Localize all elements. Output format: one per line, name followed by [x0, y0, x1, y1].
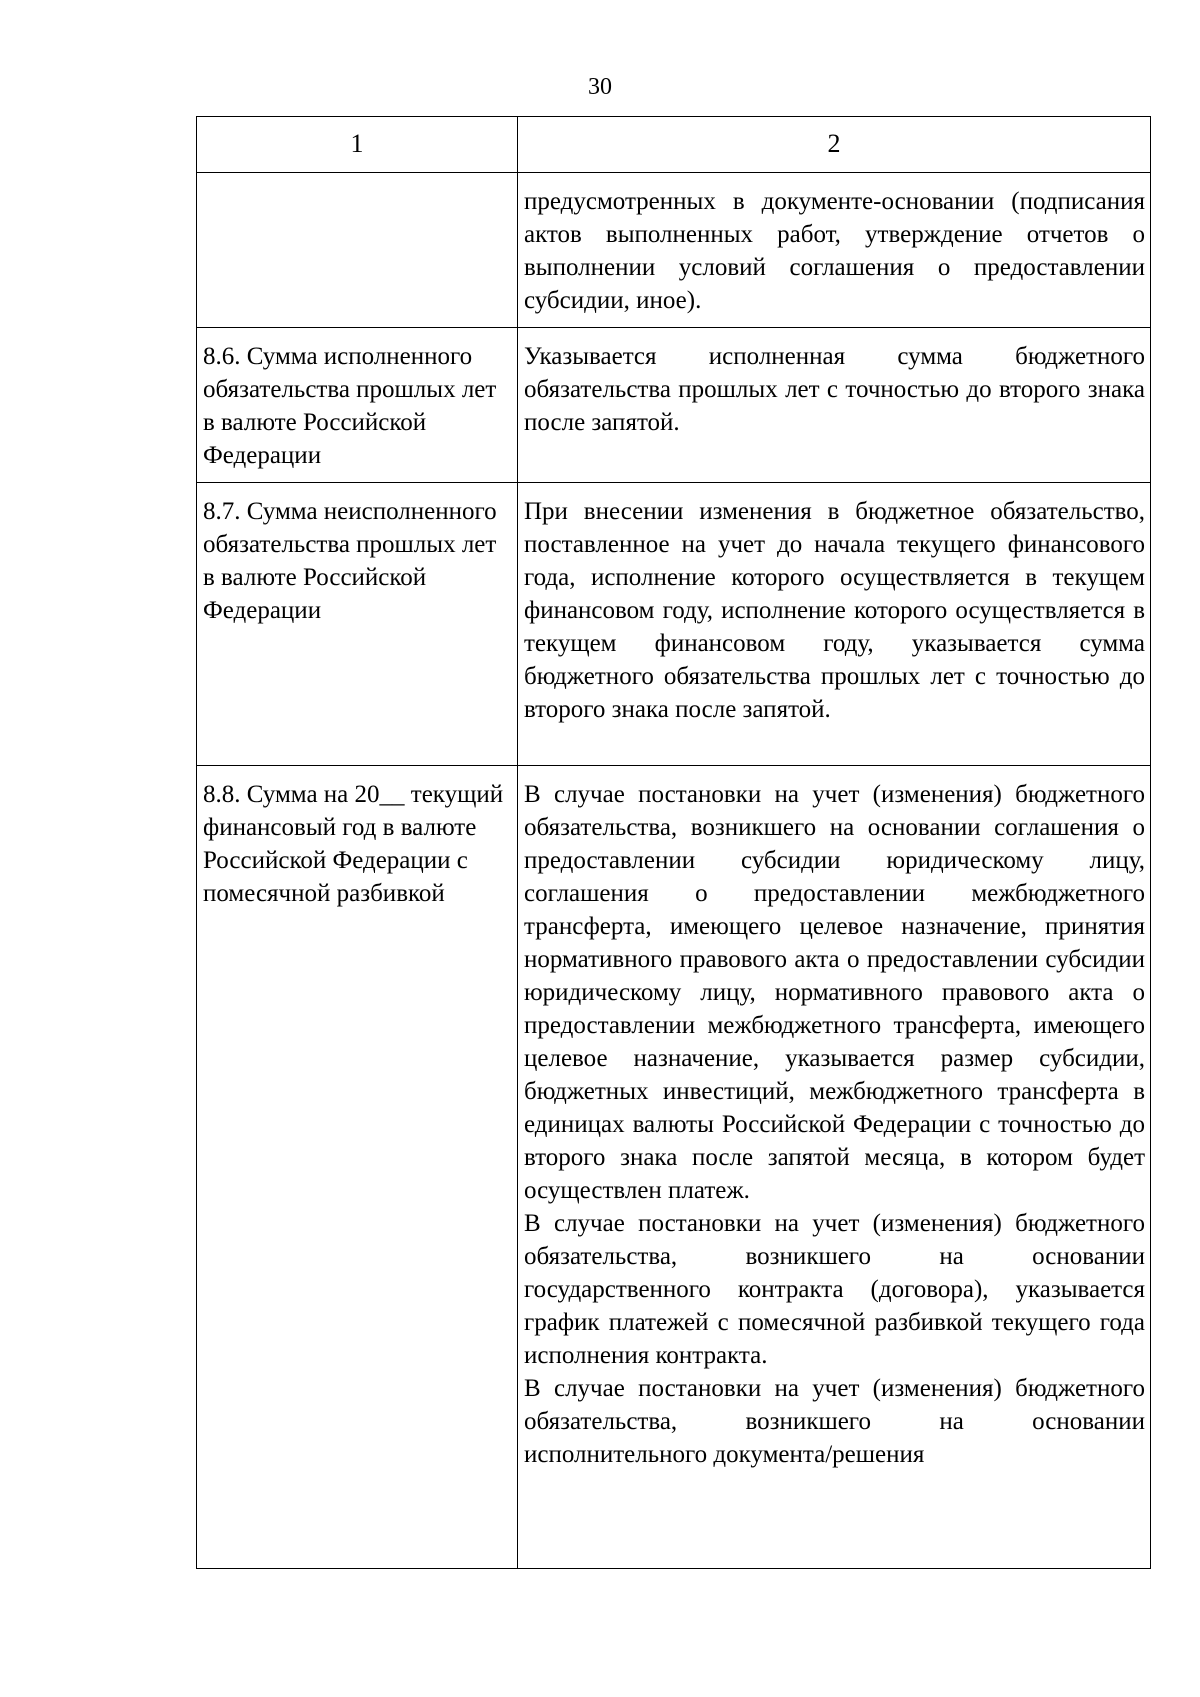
document-table: [196, 116, 1151, 1569]
row-description: [518, 328, 1151, 483]
table-row: [197, 328, 1151, 483]
column-header-1: 1: [197, 117, 518, 173]
description-paragraph: Указывается исполненная сумма бюджетного обязательства прошлых лет с точностью до второго знака после запятой.: [524, 343, 1145, 436]
row-label: 8.7. Сумма неисполненного обязательства прошлых лет в валюте Российской Федерации: [197, 483, 518, 766]
table-row: [197, 483, 1151, 766]
row-description: [518, 483, 1151, 766]
description-paragraph: В случае постановки на учет (изменения) бюджетного обязательства, возникшего на основании государственного контракта (договора), указывается график платежей с помесячной разбивкой текущего года исполнения контракта.: [524, 1210, 1145, 1369]
table-header-row: [197, 117, 1151, 173]
row-label: 8.8. Сумма на 20__ текущий финансовый год в валюте Российской Федерации с помесячной разбивкой: [197, 766, 518, 1569]
table-row: [197, 766, 1151, 1569]
row-description: [518, 766, 1151, 1569]
description-paragraph: В случае постановки на учет (изменения) бюджетного обязательства, возникшего на основании исполнительного документа/решения: [524, 1375, 1145, 1468]
row-description: [518, 173, 1151, 328]
description-paragraph: предусмотренных в документе-основании (подписания актов выполненных работ, утверждение отчетов о выполнении условий соглашения о предоставлении субсидии, иное).: [524, 188, 1145, 314]
column-header-2: 2: [518, 117, 1151, 173]
description-paragraph: При внесении изменения в бюджетное обязательство, поставленное на учет до начала текущего финансового года, исполнение которого осуществляется в текущем финансовом году, исполнение которого осуществляется в текущем финансовом году, указывается сумма бюджетного обязательства прошлых лет с точностью до второго знака после запятой.: [524, 498, 1145, 723]
row-label: [197, 173, 518, 328]
table-row: [197, 173, 1151, 328]
row-label: 8.6. Сумма исполненного обязательства прошлых лет в валюте Российской Федерации: [197, 328, 518, 483]
description-paragraph: В случае постановки на учет (изменения) бюджетного обязательства, возникшего на основании соглашения о предоставлении субсидии юридическому лицу, соглашения о предоставлении межбюджетного трансферта, имеющего целевое назначение, принятия нормативного правового акта о предоставлении субсидии юридическому лицу, нормативного правового акта о предоставлении межбюджетного трансферта, имеющего целевое назначение, указывается размер субсидии, бюджетных инвестиций, межбюджетного трансферта в единицах валюты Российской Федерации с точностью до второго знака после запятой месяца, в котором будет осуществлен платеж.: [524, 781, 1145, 1204]
page-number: 30: [588, 74, 612, 100]
